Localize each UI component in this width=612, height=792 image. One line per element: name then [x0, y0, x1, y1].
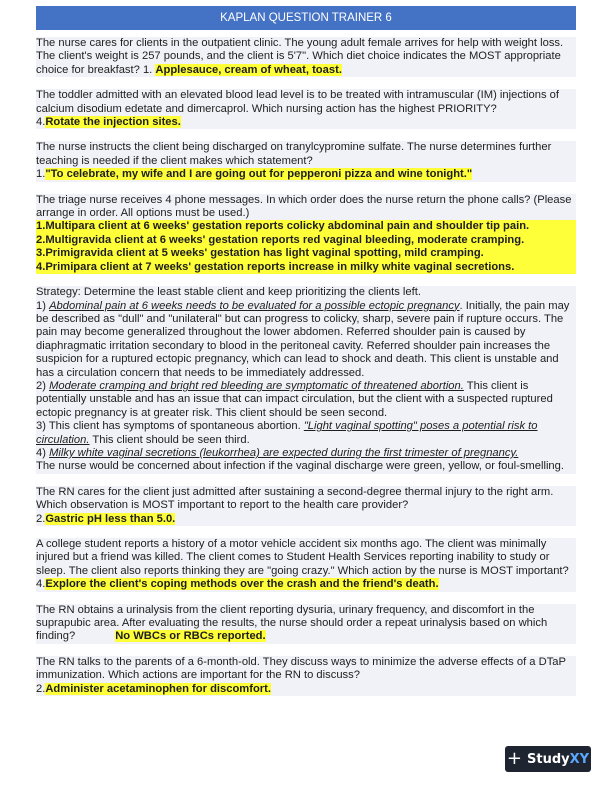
question-7-text: The RN obtains a urinalysis from the client reporting dysuria, urinary frequency, and discomfort in the suprapubic area. After evaluating the results, the nurse should order a repeat urinalysis based on which finding? No WBCs or RBCs reported. [36, 603, 548, 643]
question-6-text: A college student reports a history of a motor vehicle accident six months ago. The client was minimally injured but a friend was killed. The client comes to Student Health Services reporting inability to study or sleep. The client also reports thinking they are "going crazy." Which action by the nurse is MOST important? [36, 538, 569, 577]
question-8-text: The RN talks to the parents of a 6-month-old. They discuss ways to minimize the adverse effects of a DTaP immunization. Which actions are important for the RN to discuss? [36, 655, 566, 682]
question-5-answer-line: 2.Gastric pH less than 5.0. [36, 512, 176, 525]
studyxy-badge[interactable] [505, 746, 591, 772]
question-3-text: The nurse instructs the client being discharged on tranylcypromine sulfate. The nurse determines further teaching is needed if the client makes which statement? [36, 141, 552, 167]
question-8-answer: Administer acetaminophen for discomfort. [45, 682, 271, 695]
page-header [36, 6, 576, 30]
question-1-answer: Applesauce, cream of wheat, toast. [155, 63, 342, 76]
question-3-answer-line: 1."To celebrate, my wife and I are going out for pepperoni pizza and wine tonight." [36, 168, 473, 181]
question-2-text: The toddler admitted with an elevated blood lead level is to be treated with intramuscular (IM) injections of calcium disodium edetate and dimercaprol. Which nursing action has the highest PRIORITY?4.Rotate the injection sites. [36, 89, 559, 129]
document-body [36, 37, 576, 696]
question-2-answer: Rotate the injection sites. [45, 116, 181, 129]
question-5-text: The RN cares for the client just admitted after sustaining a second-degree thermal injury to the right arm. Which observation is MOST important to report to the health care provider? [36, 485, 554, 512]
strategy-intro: Strategy: Determine the least stable client and keep prioritizing the clients left. [36, 286, 421, 299]
question-1-text: The nurse cares for clients in the outpatient clinic. The young adult female arrives for help with weight loss. The client's weight is 257 pounds, and the client is 5'7". Which diet choice indicates the MOST appropriate choice for breakfast? 1. Applesauce, cream of wheat, toast. [36, 37, 564, 76]
question-6-answer-line: 4.Explore the client's coping methods over the crash and the friend's death. [36, 578, 439, 591]
question-4-answer-4: 4.Primipara client at 7 weeks' gestation reports increase in milky white vaginal secretions. [36, 261, 576, 274]
question-4-answer-3: 3.Primigravida client at 5 weeks' gestation has light vaginal spotting, mild cramping. [36, 247, 576, 260]
question-5-answer: Gastric pH less than 5.0. [45, 512, 176, 525]
strategy-item-4: 4) Milky white vaginal secretions (leukorrhea) are expected during the first trimester of pregnancy. [36, 446, 519, 459]
question-4-text: The triage nurse receives 4 phone messages. In which order does the nurse return the phone calls? (Please arrange in order. All options must be used.) [36, 193, 572, 220]
brand-suffix: XY [569, 751, 590, 767]
question-8 [36, 656, 576, 696]
question-3 [36, 141, 576, 181]
strategy-item-4-note: The nurse would be concerned about infection if the vaginal discharge were green, yellow, or foul-smelling. [36, 460, 564, 473]
question-3-answer: "To celebrate, my wife and I are going out for pepperoni pizza and wine tonight." [45, 168, 473, 181]
question-8-answer-line: 2.Administer acetaminophen for discomfort. [36, 682, 271, 695]
question-1 [36, 37, 576, 77]
question-6 [36, 538, 576, 592]
question-4-answer-1: 1.Multipara client at 6 weeks' gestation reports colicky abdominal pain and shoulder tip pain. [36, 220, 576, 233]
header-title: KAPLAN QUESTION TRAINER 6 [220, 12, 392, 24]
strategy-item-1: 1) Abdominal pain at 6 weeks needs to be evaluated for a possible ectopic pregnancy. Initially, the pain may be described as "dull" and "unilateral" but can progress to colicky, sharp, severe pain if rupture occurs. The pain may become generalized throughout the lower abdomen. Referred shoulder pain is caused by diaphragmatic irritation secondary to blood in the peritoneal cavity. Referred shoulder pain increases the suspicion for a ruptured ectopic pregnancy, which can lead to shock and death. This client is unstable and has a circulation concern that needs to be immediately addressed. [36, 299, 570, 379]
question-4-answer-2: 2.Multigravida client at 6 weeks' gestation reports red vaginal bleeding, moderate cramping. [36, 234, 576, 247]
strategy-item-2: 2) Moderate cramping and bright red bleeding are symptomatic of threatened abortion. This client is potentially unstable and has an issue that can impact circulation, but the client with a suspected ruptured ectopic pregnancy is at greater risk. This client should be seen second. [36, 379, 553, 419]
question-7 [36, 604, 576, 644]
plus-icon: + [506, 748, 523, 769]
question-2 [36, 89, 576, 129]
question-7-answer: No WBCs or RBCs reported. [115, 630, 266, 643]
question-6-answer: Explore the client's coping methods over the crash and the friend's death. [45, 578, 439, 591]
strategy-section [36, 286, 576, 474]
question-5 [36, 486, 576, 526]
brand-name: Study [527, 751, 570, 767]
strategy-item-3: 3) This client has symptoms of spontaneous abortion. "Light vaginal spotting" poses a potential risk to circulation. This client should be seen third. [36, 420, 538, 446]
question-4 [36, 194, 576, 274]
